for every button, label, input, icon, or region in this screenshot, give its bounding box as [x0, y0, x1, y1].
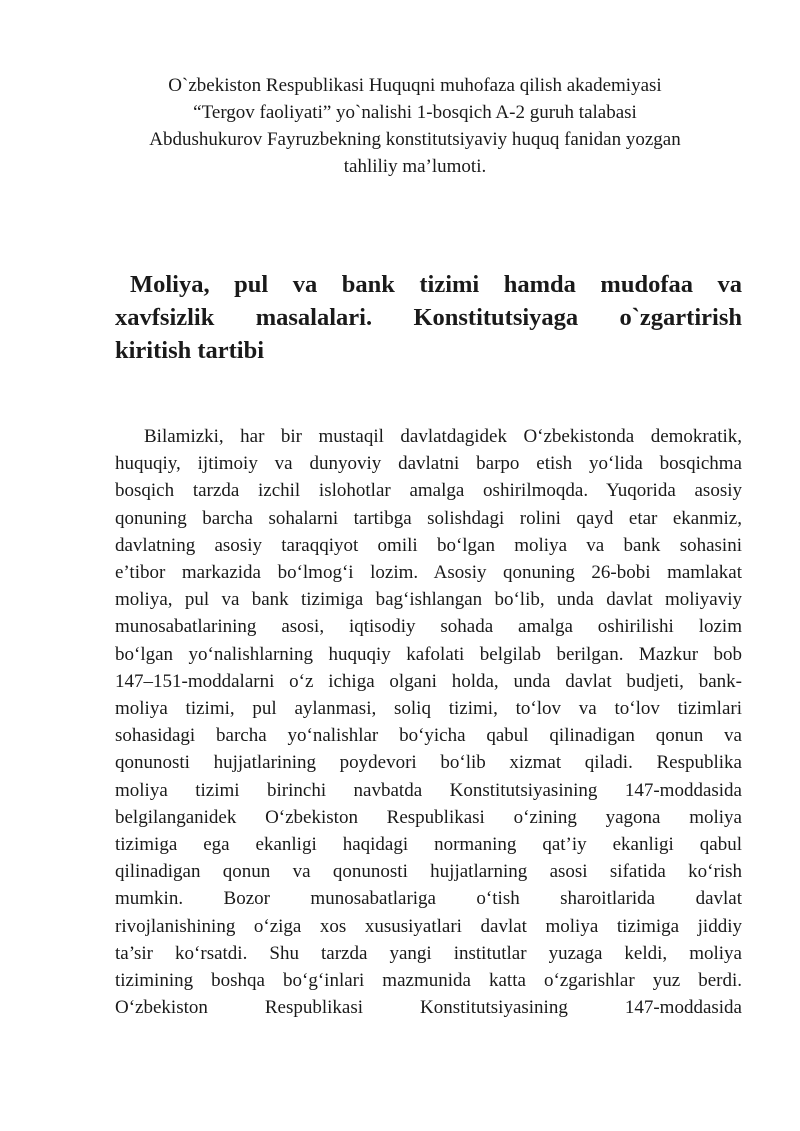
header-line: O`zbekiston Respublikasi Huquqni muhofaza qilish akademiyasi	[168, 75, 662, 96]
body-line: bosqich tarzda izchil islohotlar amalga oshirilmoqda. Yuqorida asosiy	[115, 480, 742, 502]
body-line: 147–151-moddalarni o‘z ichiga olgani holda, unda davlat budjeti, bank-	[115, 670, 742, 692]
header-line: “Tergov faoliyati” yo`nalishi 1-bosqich A-2 guruh talabasi	[193, 102, 637, 123]
body-line: ta’sir ko‘rsatdi. Shu tarzda yangi institutlar yuzaga keldi, moliya	[115, 942, 742, 964]
document-title	[115, 268, 742, 367]
body-line: qonunosti hujjatlarining poydevori bo‘lib xizmat qiladi. Respublika	[115, 752, 742, 774]
body-line: tizimiga ega ekanligi haqidagi normaning qat’iy ekanligi qabul	[115, 834, 742, 856]
title-line: xavfsizlik masalalari. Konstitutsiyaga o`zgartirish	[115, 304, 742, 331]
body-line: moliya tizimi birinchi navbatda Konstitutsiyasining 147-moddasida	[115, 779, 742, 801]
document-header	[100, 72, 730, 180]
body-line: tizimining boshqa bo‘g‘inlari mazmunida katta o‘zgarishlar yuz berdi.	[115, 970, 742, 992]
body-line: munosabatlarining asosi, iqtisodiy sohada amalga oshirilishi lozim	[115, 616, 742, 638]
body-line: belgilanganidek O‘zbekiston Respublikasi o‘zining yagona moliya	[115, 806, 742, 828]
body-line: O‘zbekiston Respublikasi Konstitutsiyasining 147-moddasida	[115, 997, 742, 1019]
header-line: tahliliy ma’lumoti.	[343, 156, 487, 177]
body-line: Bilamizki, har bir mustaqil davlatdagidek O‘zbekistonda demokratik,	[144, 426, 742, 447]
body-line: rivojlanishining o‘ziga xos xususiyatlari davlat moliya tizimiga jiddiy	[115, 915, 742, 937]
header-line: Abdushukurov Fayruzbekning konstitutsiyaviy huquq fanidan yozgan	[149, 129, 681, 150]
body-line: e’tibor markazida bo‘lmog‘i lozim. Asosiy qonuning 26-bobi mamlakat	[115, 562, 742, 584]
title-line: kiritish tartibi	[115, 337, 265, 364]
body-line: mumkin. Bozor munosabatlariga o‘tish sharoitlarida davlat	[115, 888, 742, 910]
body-line: bo‘lgan yo‘nalishlarning huquqiy kafolati belgilab berilgan. Mazkur bob	[115, 643, 742, 665]
body-line: moliya, pul va bank tizimiga bag‘ishlangan bo‘lib, unda davlat moliyaviy	[115, 589, 742, 611]
body-line: qilinadigan qonun va qonunosti hujjatlarning asosi sifatida ko‘rish	[115, 861, 742, 883]
body-line: davlatning asosiy taraqqiyot omili bo‘lgan moliya va bank sohasini	[115, 534, 742, 556]
body-line: moliya tizimi, pul aylanmasi, soliq tizimi, to‘lov va to‘lov tizimlari	[115, 698, 742, 720]
body-line: qonuning barcha sohalarni tartibga solishdagi rolini qayd etar ekanmiz,	[115, 507, 742, 529]
body-line: huquqiy, ijtimoiy va dunyoviy davlatni barpo etish yo‘lida bosqichma	[115, 453, 742, 475]
document-body	[115, 423, 742, 1021]
body-line: sohasidagi barcha yo‘nalishlar bo‘yicha qabul qilinadigan qonun va	[115, 725, 742, 747]
title-line: Moliya, pul va bank tizimi hamda mudofaa va	[130, 271, 742, 298]
